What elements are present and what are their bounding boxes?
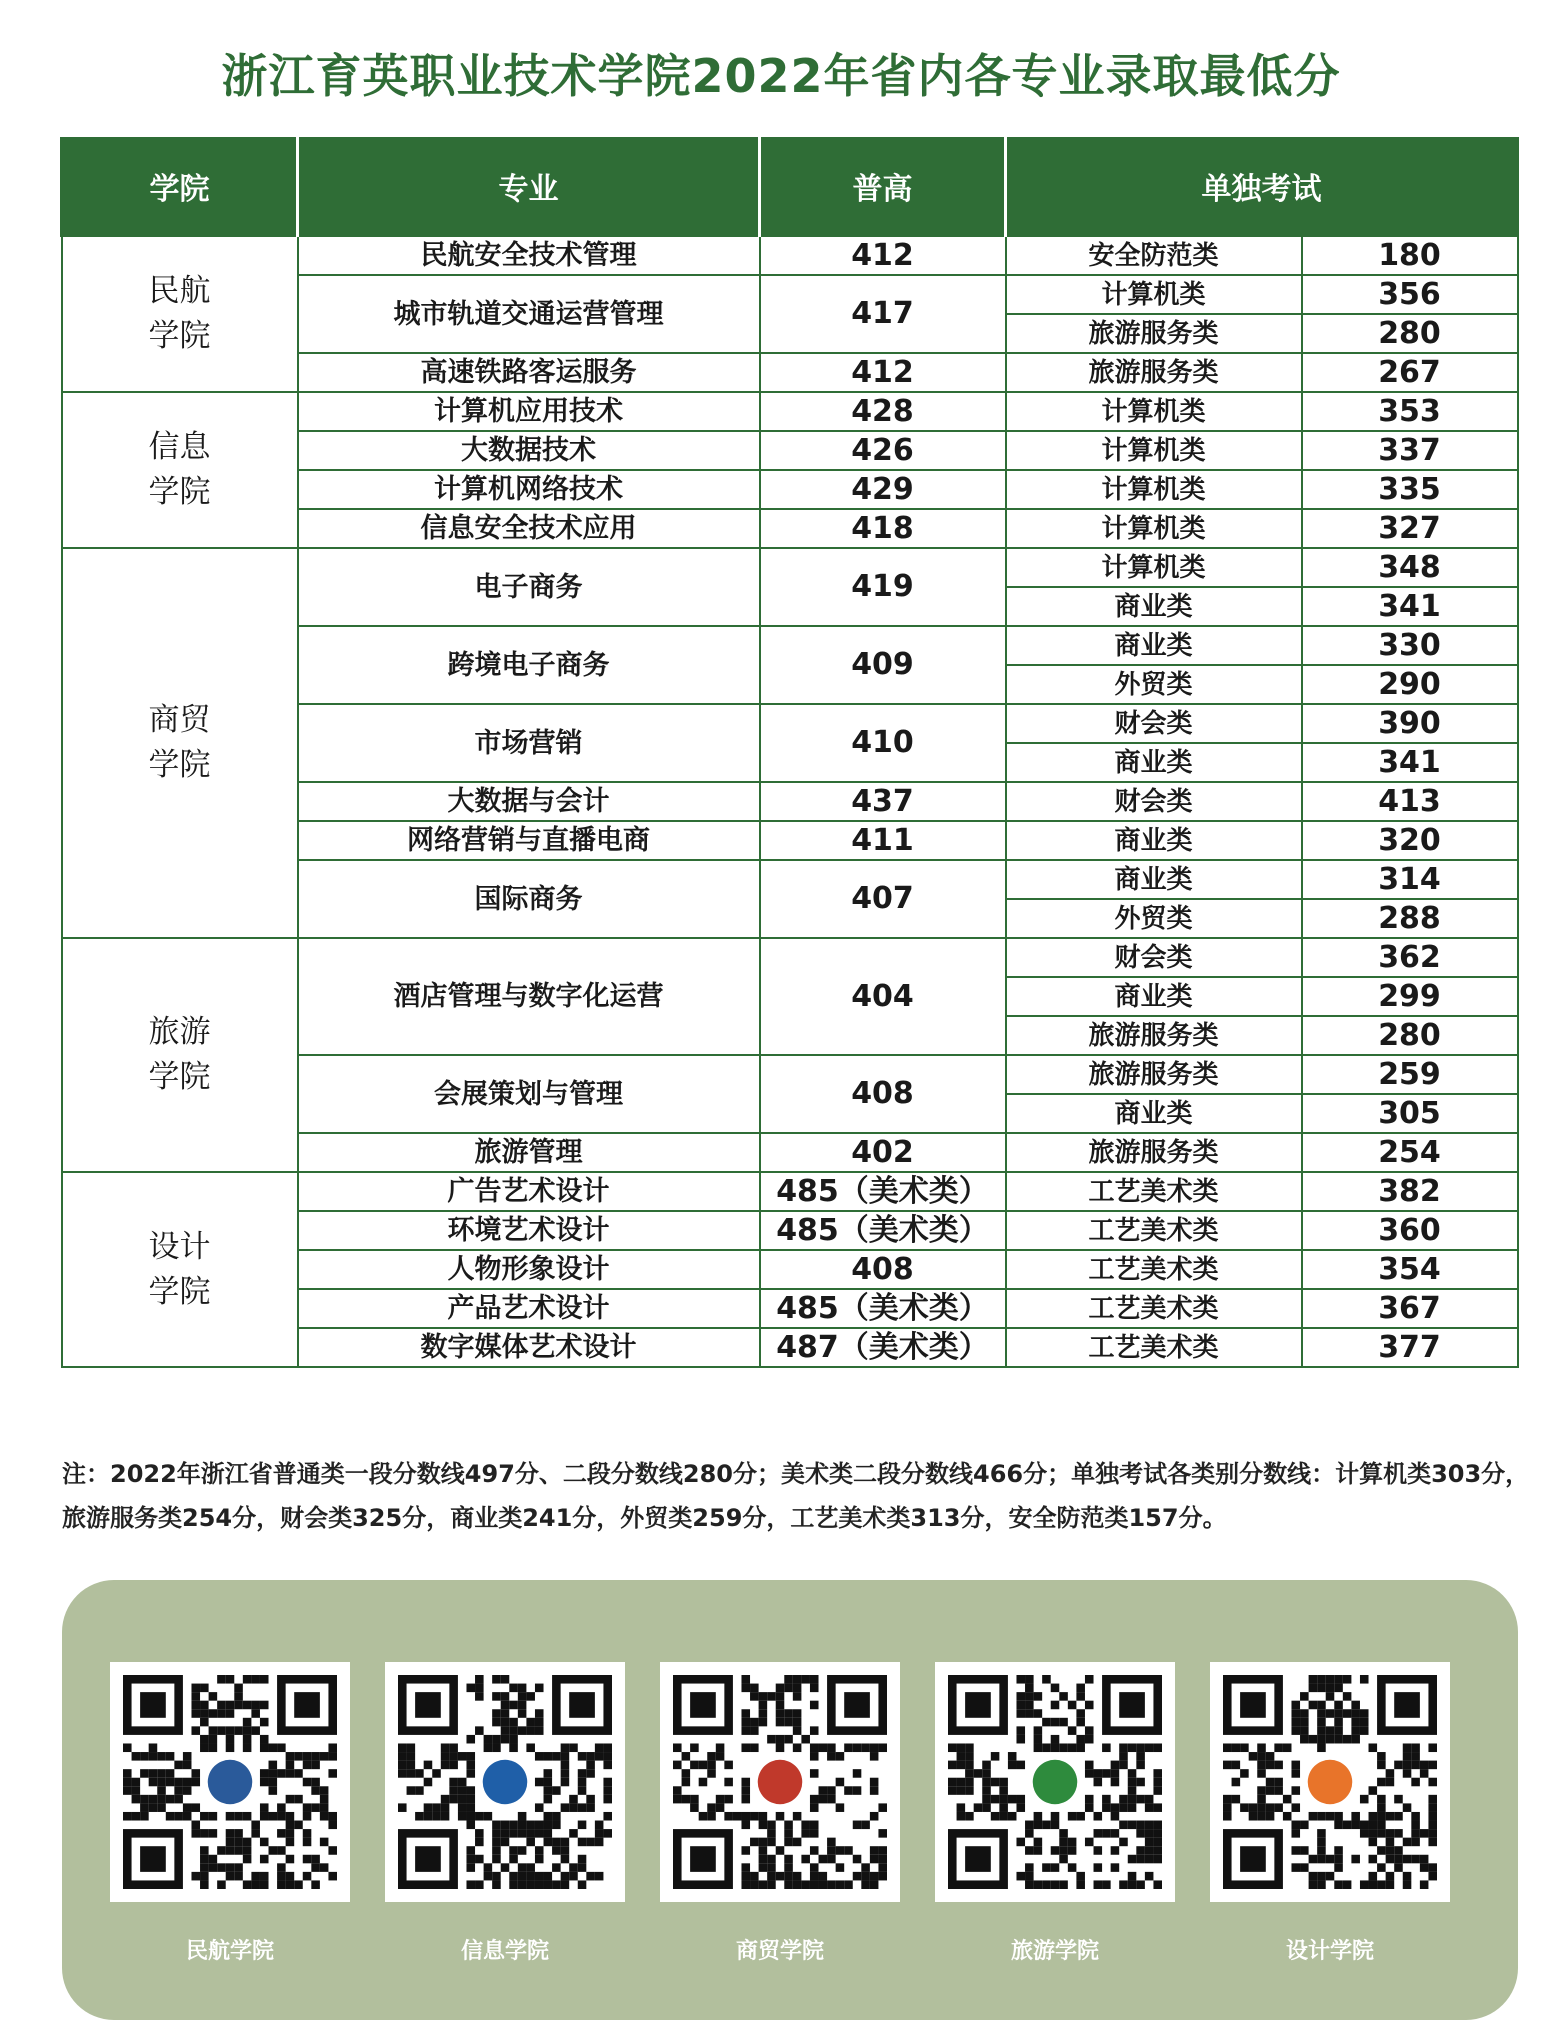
major-cell: 市场营销 [298, 704, 760, 782]
putong-score-cell: 485（美术类） [760, 1289, 1006, 1328]
category-cell: 旅游服务类 [1006, 1055, 1302, 1094]
qr-label-xinxi: 信息学院 [460, 1939, 549, 1964]
major-cell: 广告艺术设计 [298, 1172, 760, 1211]
category-cell: 工艺美术类 [1006, 1211, 1302, 1250]
putong-score-cell: 485（美术类） [760, 1172, 1006, 1211]
category-cell: 商业类 [1006, 977, 1302, 1016]
putong-score-cell: 426 [760, 431, 1006, 470]
footnote-line-2: 旅游服务类254分，财会类325分，商业类241分，外贸类259分，工艺美术类313分，安全防范类157分。 [62, 1504, 1227, 1532]
category-cell: 商业类 [1006, 860, 1302, 899]
qr-code-shangmao[interactable] [660, 1662, 900, 1902]
college-cell: 商贸 学院 [62, 548, 298, 938]
score-cell: 348 [1302, 548, 1518, 587]
category-cell: 商业类 [1006, 626, 1302, 665]
footnote [62, 1452, 1532, 1540]
score-cell: 413 [1302, 782, 1518, 821]
major-cell: 跨境电子商务 [298, 626, 760, 704]
major-cell: 高速铁路客运服务 [298, 353, 760, 392]
major-cell: 网络营销与直播电商 [298, 821, 760, 860]
category-cell: 外贸类 [1006, 665, 1302, 704]
category-cell: 计算机类 [1006, 275, 1302, 314]
putong-score-cell: 487（美术类） [760, 1328, 1006, 1367]
qr-code-minhang[interactable] [110, 1662, 350, 1902]
category-cell: 商业类 [1006, 743, 1302, 782]
score-cell: 335 [1302, 470, 1518, 509]
score-cell: 341 [1302, 587, 1518, 626]
category-cell: 计算机类 [1006, 509, 1302, 548]
header-putong: 普高 [760, 137, 1006, 236]
score-cell: 290 [1302, 665, 1518, 704]
college-cell: 民航 学院 [62, 236, 298, 392]
category-cell: 计算机类 [1006, 470, 1302, 509]
qr-code-icon [123, 1675, 337, 1889]
footnote-line-1: 注：2022年浙江省普通类一段分数线497分、二段分数线280分；美术类二段分数线466分；单独考试各类别分数线：计算机类303分， [62, 1460, 1530, 1488]
putong-score-cell: 408 [760, 1250, 1006, 1289]
score-cell: 320 [1302, 821, 1518, 860]
table-row [62, 548, 1518, 587]
score-cell: 356 [1302, 275, 1518, 314]
category-cell: 旅游服务类 [1006, 1016, 1302, 1055]
putong-score-cell: 402 [760, 1133, 1006, 1172]
major-cell: 环境艺术设计 [298, 1211, 760, 1250]
score-cell: 337 [1302, 431, 1518, 470]
category-cell: 旅游服务类 [1006, 1133, 1302, 1172]
score-cell: 360 [1302, 1211, 1518, 1250]
score-cell: 330 [1302, 626, 1518, 665]
category-cell: 工艺美术类 [1006, 1289, 1302, 1328]
header-major: 专业 [298, 137, 760, 236]
score-cell: 180 [1302, 236, 1518, 275]
header-dandu: 单独考试 [1006, 137, 1518, 236]
category-cell: 工艺美术类 [1006, 1172, 1302, 1211]
table-row [62, 392, 1518, 431]
qr-code-sheji[interactable] [1210, 1662, 1450, 1902]
score-cell: 382 [1302, 1172, 1518, 1211]
major-cell: 旅游管理 [298, 1133, 760, 1172]
header-college: 学院 [62, 137, 298, 236]
putong-score-cell: 428 [760, 392, 1006, 431]
qr-code-icon [1223, 1675, 1437, 1889]
admission-score-table [60, 137, 1519, 1368]
table-row [62, 1172, 1518, 1211]
category-cell: 财会类 [1006, 704, 1302, 743]
category-cell: 工艺美术类 [1006, 1250, 1302, 1289]
score-cell: 280 [1302, 1016, 1518, 1055]
major-cell: 电子商务 [298, 548, 760, 626]
putong-score-cell: 417 [760, 275, 1006, 353]
category-cell: 外贸类 [1006, 899, 1302, 938]
score-cell: 267 [1302, 353, 1518, 392]
qr-code-icon [398, 1675, 612, 1889]
qr-label-sheji: 设计学院 [1285, 1939, 1374, 1964]
putong-score-cell: 412 [760, 236, 1006, 275]
putong-score-cell: 419 [760, 548, 1006, 626]
score-cell: 305 [1302, 1094, 1518, 1133]
qr-code-icon [673, 1675, 887, 1889]
college-cell: 设计 学院 [62, 1172, 298, 1367]
qr-code-icon [948, 1675, 1162, 1889]
category-cell: 安全防范类 [1006, 236, 1302, 275]
putong-score-cell: 408 [760, 1055, 1006, 1133]
putong-score-cell: 409 [760, 626, 1006, 704]
score-cell: 367 [1302, 1289, 1518, 1328]
score-cell: 341 [1302, 743, 1518, 782]
major-cell: 计算机网络技术 [298, 470, 760, 509]
score-cell: 327 [1302, 509, 1518, 548]
score-cell: 254 [1302, 1133, 1518, 1172]
putong-score-cell: 411 [760, 821, 1006, 860]
major-cell: 大数据与会计 [298, 782, 760, 821]
category-cell: 工艺美术类 [1006, 1328, 1302, 1367]
putong-score-cell: 410 [760, 704, 1006, 782]
college-cell: 旅游 学院 [62, 938, 298, 1172]
category-cell: 计算机类 [1006, 431, 1302, 470]
score-cell: 390 [1302, 704, 1518, 743]
qr-label-lvyou: 旅游学院 [1010, 1939, 1099, 1964]
qr-code-lvyou[interactable] [935, 1662, 1175, 1902]
table-row [62, 938, 1518, 977]
category-cell: 旅游服务类 [1006, 314, 1302, 353]
major-cell: 大数据技术 [298, 431, 760, 470]
score-cell: 288 [1302, 899, 1518, 938]
category-cell: 计算机类 [1006, 548, 1302, 587]
major-cell: 产品艺术设计 [298, 1289, 760, 1328]
major-cell: 计算机应用技术 [298, 392, 760, 431]
major-cell: 信息安全技术应用 [298, 509, 760, 548]
major-cell: 会展策划与管理 [298, 1055, 760, 1133]
qr-label-shangmao: 商贸学院 [735, 1939, 824, 1964]
putong-score-cell: 412 [760, 353, 1006, 392]
table-header-row [62, 137, 1518, 236]
qr-label-minhang: 民航学院 [185, 1939, 274, 1964]
score-cell: 299 [1302, 977, 1518, 1016]
category-cell: 旅游服务类 [1006, 353, 1302, 392]
category-cell: 财会类 [1006, 782, 1302, 821]
putong-score-cell: 404 [760, 938, 1006, 1055]
major-cell: 城市轨道交通运营管理 [298, 275, 760, 353]
score-cell: 362 [1302, 938, 1518, 977]
score-cell: 259 [1302, 1055, 1518, 1094]
college-cell: 信息 学院 [62, 392, 298, 548]
score-cell: 314 [1302, 860, 1518, 899]
major-cell: 数字媒体艺术设计 [298, 1328, 760, 1367]
table-row [62, 236, 1518, 275]
score-cell: 354 [1302, 1250, 1518, 1289]
putong-score-cell: 418 [760, 509, 1006, 548]
major-cell: 人物形象设计 [298, 1250, 760, 1289]
putong-score-cell: 429 [760, 470, 1006, 509]
category-cell: 商业类 [1006, 821, 1302, 860]
category-cell: 财会类 [1006, 938, 1302, 977]
putong-score-cell: 485（美术类） [760, 1211, 1006, 1250]
major-cell: 酒店管理与数字化运营 [298, 938, 760, 1055]
putong-score-cell: 407 [760, 860, 1006, 938]
putong-score-cell: 437 [760, 782, 1006, 821]
score-cell: 353 [1302, 392, 1518, 431]
page-title: 浙江育英职业技术学院2022年省内各专业录取最低分 [221, 49, 1341, 103]
score-cell: 377 [1302, 1328, 1518, 1367]
major-cell: 民航安全技术管理 [298, 236, 760, 275]
major-cell: 国际商务 [298, 860, 760, 938]
category-cell: 商业类 [1006, 1094, 1302, 1133]
score-cell: 280 [1302, 314, 1518, 353]
category-cell: 商业类 [1006, 587, 1302, 626]
qr-code-panel [62, 1580, 1518, 2020]
category-cell: 计算机类 [1006, 392, 1302, 431]
qr-code-xinxi[interactable] [385, 1662, 625, 1902]
